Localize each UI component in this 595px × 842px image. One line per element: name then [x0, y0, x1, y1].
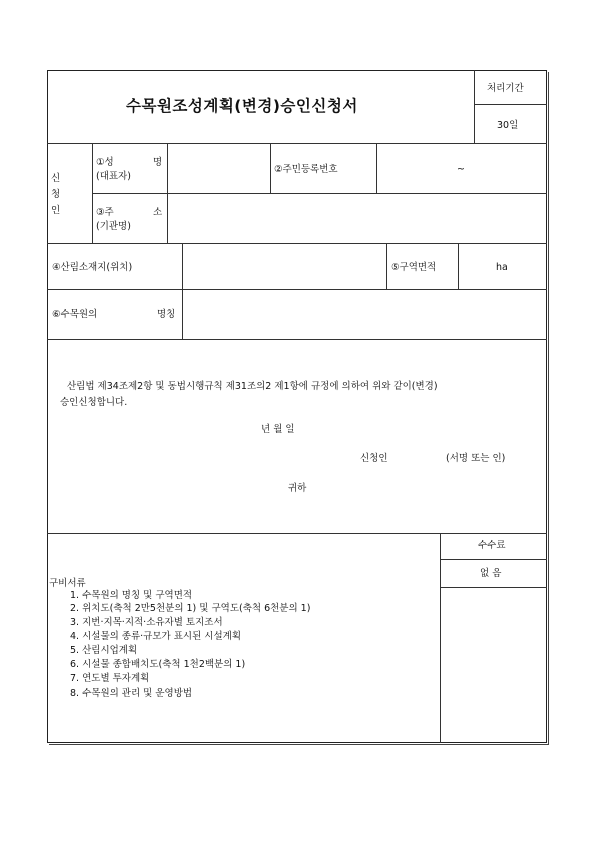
name-label-suffix: 명 — [153, 157, 163, 168]
organization-label: (기관명) — [96, 221, 131, 232]
processing-period-label: 처리기간 — [487, 83, 524, 94]
fee-value: 없 음 — [480, 568, 502, 579]
row-divider — [47, 289, 547, 290]
area-label: ⑤구역면적 — [391, 262, 437, 273]
resident-id-label: ②주민등록번호 — [274, 164, 338, 175]
statement-line-2: 승인신청합니다. — [60, 397, 128, 408]
col-divider — [92, 143, 93, 243]
row-divider — [92, 193, 547, 194]
document-item: 2. 위치도(축척 2만5천분의 1) 및 구역도(축척 6천분의 1) — [70, 603, 311, 614]
col-divider — [474, 70, 475, 143]
signature-note: (서명 또는 인) — [446, 453, 506, 464]
form-title: 수목원조성계획(변경)승인신청서 — [126, 97, 358, 115]
applicant-signature-label: 신청인 — [360, 453, 388, 464]
applicant-group-label-3: 인 — [51, 205, 61, 216]
col-divider — [270, 143, 271, 193]
address-label: ③주 — [96, 207, 114, 218]
document-item: 6. 시설물 종합배치도(축척 1천2백분의 1) — [70, 659, 246, 670]
row-divider — [440, 559, 547, 560]
representative-label: (대표자) — [96, 171, 131, 182]
arboretum-name-label-suffix: 명칭 — [157, 309, 176, 320]
area-unit: ha — [496, 262, 508, 273]
statement-line-1: 산림법 제34조제2항 및 동법시행규칙 제31조의2 제1항에 규정에 의하여 위와 같이(변경) — [67, 381, 438, 392]
row-divider — [47, 243, 547, 244]
row-divider — [47, 339, 547, 340]
document-item: 1. 수목원의 명칭 및 구역면적 — [70, 590, 193, 601]
documents-heading: 구비서류 — [49, 578, 86, 589]
applicant-group-label-1: 신 — [51, 173, 61, 184]
resident-id-separator: ~ — [457, 164, 465, 175]
arboretum-name-label: ⑥수목원의 — [52, 309, 98, 320]
document-item: 8. 수목원의 관리 및 운영방법 — [70, 688, 193, 699]
row-divider — [440, 587, 547, 588]
fee-label: 수수료 — [478, 540, 506, 551]
document-item: 3. 지번·지목·지적·소유자별 토지조서 — [70, 617, 223, 628]
col-divider — [182, 243, 183, 339]
row-divider — [47, 533, 547, 534]
processing-period-value: 30일 — [497, 120, 519, 131]
recipient-label: 귀하 — [288, 483, 307, 494]
forest-location-label: ④산림소재지(위치) — [52, 262, 133, 273]
col-divider — [386, 243, 387, 289]
document-item: 5. 산림시업계획 — [70, 645, 138, 656]
date-line: 년 월 일 — [261, 424, 295, 435]
row-divider — [474, 104, 547, 105]
document-item: 7. 연도별 투자계획 — [70, 673, 150, 684]
document-item: 4. 시설물의 종류·규모가 표시된 시설계획 — [70, 631, 241, 642]
row-divider — [47, 143, 547, 144]
col-divider — [440, 533, 441, 743]
address-label-suffix: 소 — [153, 207, 163, 218]
name-label: ①성 — [96, 157, 114, 168]
col-divider — [376, 143, 377, 193]
col-divider — [167, 143, 168, 243]
applicant-group-label-2: 청 — [51, 189, 61, 200]
col-divider — [458, 243, 459, 289]
